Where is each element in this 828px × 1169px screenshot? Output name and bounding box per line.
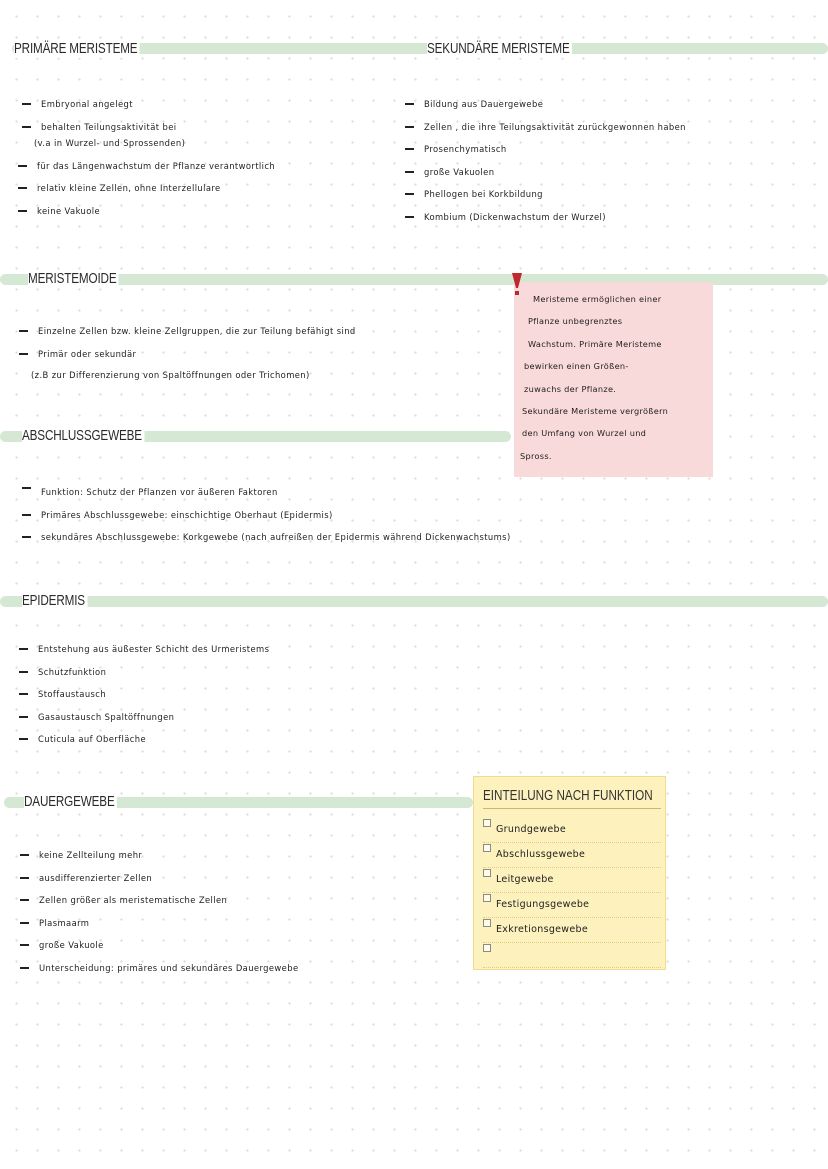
dash-bullet bbox=[18, 165, 27, 167]
note-line: Spross. bbox=[520, 450, 552, 461]
list-item: Prosenchymatisch bbox=[404, 138, 686, 161]
dash-bullet bbox=[20, 899, 29, 901]
note-line: zuwachs der Pflanze. bbox=[524, 383, 617, 394]
checklist-item-label: Leitgewebe bbox=[496, 874, 554, 885]
dash-bullet bbox=[405, 126, 414, 128]
dash-bullet bbox=[405, 103, 414, 105]
dash-bullet bbox=[19, 738, 28, 740]
list-meristemoide bbox=[18, 320, 356, 387]
dash-bullet bbox=[22, 536, 31, 538]
dash-bullet bbox=[20, 854, 29, 856]
note-line: bewirken einen Größen- bbox=[524, 361, 629, 372]
heading-meristemoide: MERISTEMOIDE bbox=[28, 270, 119, 288]
note-line: Meristeme ermöglichen einer bbox=[533, 294, 662, 304]
list-item: Bildung aus Dauergewebe bbox=[404, 93, 686, 116]
dash-bullet bbox=[20, 967, 29, 969]
list-item: Gasaustausch Spaltöffnungen bbox=[18, 706, 269, 729]
dash-bullet bbox=[19, 648, 28, 650]
note-line: Wachstum. Primäre Meristeme bbox=[528, 338, 662, 349]
note-line: den Umfang von Wurzel und bbox=[522, 428, 647, 439]
checklist-item-label: Exkretionsgewebe bbox=[496, 924, 588, 935]
list-item: ausdifferenzierter Zellen bbox=[19, 867, 299, 890]
dash-bullet bbox=[19, 671, 28, 673]
dash-bullet bbox=[22, 103, 31, 105]
dash-bullet bbox=[20, 922, 29, 924]
checklist-item bbox=[483, 917, 661, 943]
checklist-item-label: Abschlussgewebe bbox=[496, 849, 586, 860]
list-item: Entstehung aus äußester Schicht des Urmeristems bbox=[18, 638, 269, 661]
checkbox[interactable] bbox=[483, 894, 491, 902]
dash-bullet bbox=[19, 693, 28, 695]
list-item: keine Zellteilung mehr bbox=[19, 844, 299, 867]
dash-bullet bbox=[19, 716, 28, 718]
note-line: Sekundäre Meristeme vergrößern bbox=[522, 406, 669, 417]
dash-bullet bbox=[405, 148, 414, 150]
checklist-item bbox=[483, 817, 661, 843]
dash-bullet bbox=[20, 877, 29, 879]
exclamation-icon bbox=[511, 270, 523, 298]
dash-bullet bbox=[405, 171, 414, 173]
dash-bullet bbox=[22, 514, 31, 516]
list-item: große Vakuolen bbox=[404, 161, 686, 184]
checklist-title-rule bbox=[483, 808, 661, 809]
checkbox[interactable] bbox=[483, 844, 491, 852]
dash-bullet bbox=[22, 126, 31, 128]
checklist-item-label: Grundgewebe bbox=[496, 824, 567, 835]
list-epidermis bbox=[18, 638, 269, 751]
heading-dauergewebe: DAUERGEWEBE bbox=[24, 793, 117, 811]
checkbox[interactable] bbox=[483, 819, 491, 827]
checklist-item bbox=[483, 892, 661, 918]
list-item: für das Längenwachstum der Pflanze verantwortlich bbox=[17, 155, 275, 178]
list-primaere-meristeme bbox=[21, 93, 275, 223]
checklist-item bbox=[483, 942, 661, 968]
dash-bullet bbox=[19, 353, 28, 355]
list-item: Stoffaustausch bbox=[18, 683, 269, 706]
list-item: (v.a in Wurzel- und Sprossenden) bbox=[34, 138, 186, 149]
dash-bullet bbox=[22, 487, 31, 489]
dash-bullet bbox=[18, 187, 27, 189]
list-item: relativ kleine Zellen, ohne Interzellulare bbox=[17, 177, 275, 200]
dash-bullet bbox=[405, 216, 414, 218]
checkbox[interactable] bbox=[483, 869, 491, 877]
list-item: Unterscheidung: primäres und sekundäres Dauergewebe bbox=[19, 957, 299, 980]
list-abschlussgewebe bbox=[21, 481, 511, 549]
list-item: Plasmaarm bbox=[19, 912, 299, 935]
list-item: Phellogen bei Korkbildung bbox=[404, 183, 686, 206]
list-item: Schutzfunktion bbox=[18, 661, 269, 684]
checkbox[interactable] bbox=[483, 919, 491, 927]
heading-sekundaere-meristeme: SEKUNDÄRE MERISTEME bbox=[427, 40, 572, 58]
list-item: (z.B zur Differenzierung von Spaltöffnungen oder Trichomen) bbox=[31, 370, 310, 381]
list-item: sekundäres Abschlussgewebe: Korkgewebe (nach aufreißen der Epidermis während Dickenwachstums) bbox=[21, 526, 511, 549]
list-item: Einzelne Zellen bzw. kleine Zellgruppen, die zur Teilung befähigt sind bbox=[18, 320, 356, 343]
list-dauergewebe bbox=[19, 844, 299, 980]
list-item: Cuticula auf Oberfläche bbox=[18, 728, 269, 751]
checklist-item bbox=[483, 867, 661, 893]
list-item: große Vakuole bbox=[19, 934, 299, 957]
heading-primaere-meristeme: PRIMÄRE MERISTEME bbox=[14, 40, 140, 58]
sticky-note bbox=[514, 282, 713, 477]
checklist-title: EINTEILUNG NACH FUNKTION bbox=[483, 787, 653, 804]
list-item: Primär oder sekundär bbox=[18, 343, 356, 366]
list-sekundaere-meristeme bbox=[404, 93, 686, 229]
dash-bullet bbox=[18, 210, 27, 212]
heading-epidermis: EPIDERMIS bbox=[22, 592, 87, 610]
heading-abschlussgewebe: ABSCHLUSSGEWEBE bbox=[22, 427, 144, 445]
list-item: Zellen größer als meristematische Zellen bbox=[19, 889, 299, 912]
dash-bullet bbox=[20, 944, 29, 946]
list-item: Kombium (Dickenwachstum der Wurzel) bbox=[404, 206, 686, 229]
list-item: Embryonal angelegt bbox=[21, 93, 275, 116]
list-item: behalten Teilungsaktivität bei bbox=[21, 116, 275, 139]
list-item: Primäres Abschlussgewebe: einschichtige Oberhaut (Epidermis) bbox=[21, 504, 511, 527]
checklist-item-label: Festigungsgewebe bbox=[496, 899, 590, 910]
list-item: Funktion: Schutz der Pflanzen vor äußeren Faktoren bbox=[21, 481, 511, 504]
note-line: Pflanze unbegrenztes bbox=[528, 316, 623, 327]
checklist-item bbox=[483, 842, 661, 868]
checklist-box bbox=[473, 776, 666, 970]
dash-bullet bbox=[405, 193, 414, 195]
checkbox[interactable] bbox=[483, 944, 491, 952]
heading-band-epidermis bbox=[0, 596, 828, 607]
dash-bullet bbox=[19, 330, 28, 332]
list-item: Zellen , die ihre Teilungsaktivität zurückgewonnen haben bbox=[404, 116, 686, 139]
list-item: keine Vakuole bbox=[17, 200, 275, 223]
